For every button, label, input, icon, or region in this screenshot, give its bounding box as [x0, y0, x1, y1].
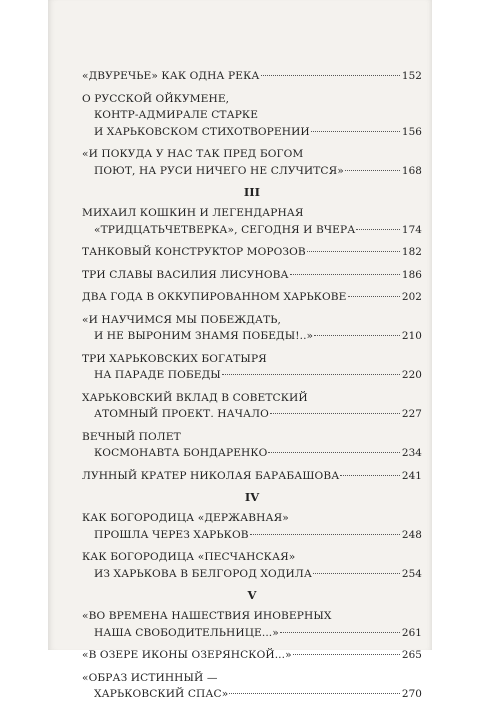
- page-number: 220: [401, 369, 422, 381]
- entry-last-line: [82, 625, 422, 642]
- entry-title-line: И НЕ ВЫРОНИМ ЗНАМЯ ПОБЕДЫ!..»: [94, 330, 314, 342]
- entry-last-line: [82, 406, 422, 423]
- table-of-contents: [82, 68, 422, 709]
- dot-leader: [314, 334, 400, 336]
- entry-title-line: ТРИ СЛАВЫ ВАСИЛИЯ ЛИСУНОВА: [82, 268, 289, 281]
- toc-entry[interactable]: [82, 390, 422, 423]
- page-number: 152: [401, 70, 422, 82]
- entry-title-line: «ОБРАЗ ИСТИННЫЙ —: [82, 671, 218, 684]
- page-number: 248: [401, 528, 422, 541]
- page-number: 261: [401, 626, 422, 639]
- dot-leader: [311, 130, 400, 132]
- entry-last-line: [82, 527, 422, 544]
- section-numeral: III: [243, 185, 261, 199]
- entry-title-line: ЛУННЫЙ КРАТЕР НИКОЛАЯ БАРАБАШОВА: [82, 469, 340, 482]
- page-number: 156: [401, 125, 422, 138]
- toc-entry[interactable]: [82, 205, 422, 238]
- entry-title-line: МИХАИЛ КОШКИН И ЛЕГЕНДАРНАЯ: [82, 207, 304, 219]
- entry-last-line: [82, 163, 422, 180]
- dot-leader: [261, 74, 400, 76]
- dot-leader: [348, 295, 400, 297]
- dot-leader: [229, 692, 400, 694]
- entry-title-line: НА ПАРАДЕ ПОБЕДЫ: [94, 369, 221, 381]
- dot-leader: [356, 228, 400, 230]
- dot-leader: [313, 572, 400, 574]
- dot-leader: [280, 631, 400, 633]
- dot-leader: [270, 412, 400, 414]
- dot-leader: [290, 273, 400, 275]
- page-number: 168: [401, 164, 422, 177]
- toc-entry[interactable]: [82, 608, 422, 641]
- entry-title-line: ВЕЧНЫЙ ПОЛЕТ: [82, 430, 181, 443]
- entry-last-line: [82, 289, 422, 306]
- entry-title-line: КАК БОГОРОДИЦА «ПЕСЧАНСКАЯ»: [82, 551, 296, 563]
- entry-last-line: [82, 686, 422, 703]
- section-numeral: IV: [244, 490, 260, 504]
- page-number: 234: [401, 447, 422, 459]
- toc-entry[interactable]: [82, 68, 422, 85]
- toc-entry[interactable]: [82, 312, 422, 345]
- entry-title-line: КАК БОГОРОДИЦА «ДЕРЖАВНАЯ»: [82, 512, 289, 524]
- entry-title-line: И ХАРЬКОВСКОМ СТИХОТВОРЕНИИ: [94, 125, 310, 138]
- entry-title-line: «И ПОКУДА У НАС ТАК ПРЕД БОГОМ: [82, 148, 304, 160]
- entry-title-line: ХАРЬКОВСКИЙ СПАС»: [94, 688, 229, 700]
- entry-last-line: [82, 367, 422, 384]
- entry-title-line: «ДВУРЕЧЬЕ» КАК ОДНА РЕКА: [82, 70, 260, 82]
- entry-title-line: ХАРЬКОВСКИЙ ВКЛАД В СОВЕТСКИЙ: [82, 391, 308, 404]
- entry-title-line: ИЗ ХАРЬКОВА В БЕЛГОРОД ХОДИЛА: [94, 567, 312, 580]
- toc-entry[interactable]: [82, 670, 422, 703]
- entry-last-line: [82, 468, 422, 485]
- toc-entry[interactable]: [82, 267, 422, 284]
- entry-last-line: [82, 124, 422, 141]
- toc-entry[interactable]: [82, 429, 422, 462]
- entry-title-line: НАША СВОБОДИТЕЛЬНИЦЕ...»: [94, 626, 279, 639]
- entry-last-line: [82, 566, 422, 583]
- page-number: 174: [401, 223, 422, 236]
- dot-leader: [268, 451, 399, 453]
- dot-leader: [222, 373, 400, 375]
- toc-entry[interactable]: [82, 91, 422, 141]
- page-number: 241: [401, 469, 422, 482]
- entry-title-line: КОНТР-АДМИРАЛЕ СТАРКЕ: [94, 109, 259, 121]
- toc-entry[interactable]: [82, 351, 422, 384]
- entry-last-line: [82, 68, 422, 85]
- page-number: 227: [401, 408, 422, 420]
- toc-entry[interactable]: [82, 549, 422, 582]
- page-number: 270: [401, 688, 422, 700]
- entry-title-line: О РУССКОЙ ОЙКУМЕНЕ,: [82, 92, 230, 105]
- entry-title-line: ПОЮТ, НА РУСИ НИЧЕГО НЕ СЛУЧИТСЯ»: [94, 164, 344, 177]
- dot-leader: [345, 169, 400, 171]
- entry-last-line: [82, 328, 422, 345]
- entry-title-line: ТАНКОВЫЙ КОНСТРУКТОР МОРОЗОВ: [82, 246, 306, 258]
- toc-entry[interactable]: [82, 244, 422, 261]
- page-number: 182: [401, 246, 422, 258]
- entry-title-line: АТОМНЫЙ ПРОЕКТ. НАЧАЛО: [94, 408, 269, 420]
- entry-title-line: «В ОЗЕРЕ ИКОНЫ ОЗЕРЯНСКОЙ...»: [82, 649, 292, 661]
- entry-title-line: «И НАУЧИМСЯ МЫ ПОБЕЖДАТЬ,: [82, 313, 281, 326]
- toc-entry[interactable]: [82, 146, 422, 179]
- dot-leader: [307, 250, 400, 252]
- dot-leader: [340, 474, 400, 476]
- page-number: 202: [401, 291, 422, 303]
- entry-last-line: [82, 445, 422, 462]
- entry-last-line: [82, 647, 422, 664]
- toc-entry[interactable]: [82, 289, 422, 306]
- entry-last-line: [82, 267, 422, 284]
- entry-title-line: ТРИ ХАРЬКОВСКИХ БОГАТЫРЯ: [82, 352, 267, 365]
- entry-title-line: «ВО ВРЕМЕНА НАШЕСТВИЯ ИНОВЕРНЫХ: [82, 610, 332, 622]
- page-number: 186: [401, 268, 422, 281]
- entry-last-line: [82, 222, 422, 239]
- book-page: [48, 0, 432, 700]
- toc-entry[interactable]: [82, 647, 422, 664]
- entry-title-line: «ТРИДЦАТЬЧЕТВЕРКА», СЕГОДНЯ И ВЧЕРА: [94, 223, 356, 236]
- entry-title-line: КОСМОНАВТА БОНДАРЕНКО: [94, 447, 268, 459]
- entry-title-line: ПРОШЛА ЧЕРЕЗ ХАРЬКОВ: [94, 528, 249, 541]
- page-number: 265: [401, 649, 422, 661]
- section-numeral: V: [247, 588, 257, 602]
- page-number: 254: [401, 567, 422, 580]
- entry-last-line: [82, 244, 422, 261]
- dot-leader: [293, 653, 400, 655]
- dot-leader: [250, 533, 400, 535]
- toc-entry[interactable]: [82, 510, 422, 543]
- page-number: 210: [401, 330, 422, 342]
- entry-title-line: ДВА ГОДА В ОККУПИРОВАННОМ ХАРЬКОВЕ: [82, 291, 347, 303]
- toc-entry[interactable]: [82, 468, 422, 485]
